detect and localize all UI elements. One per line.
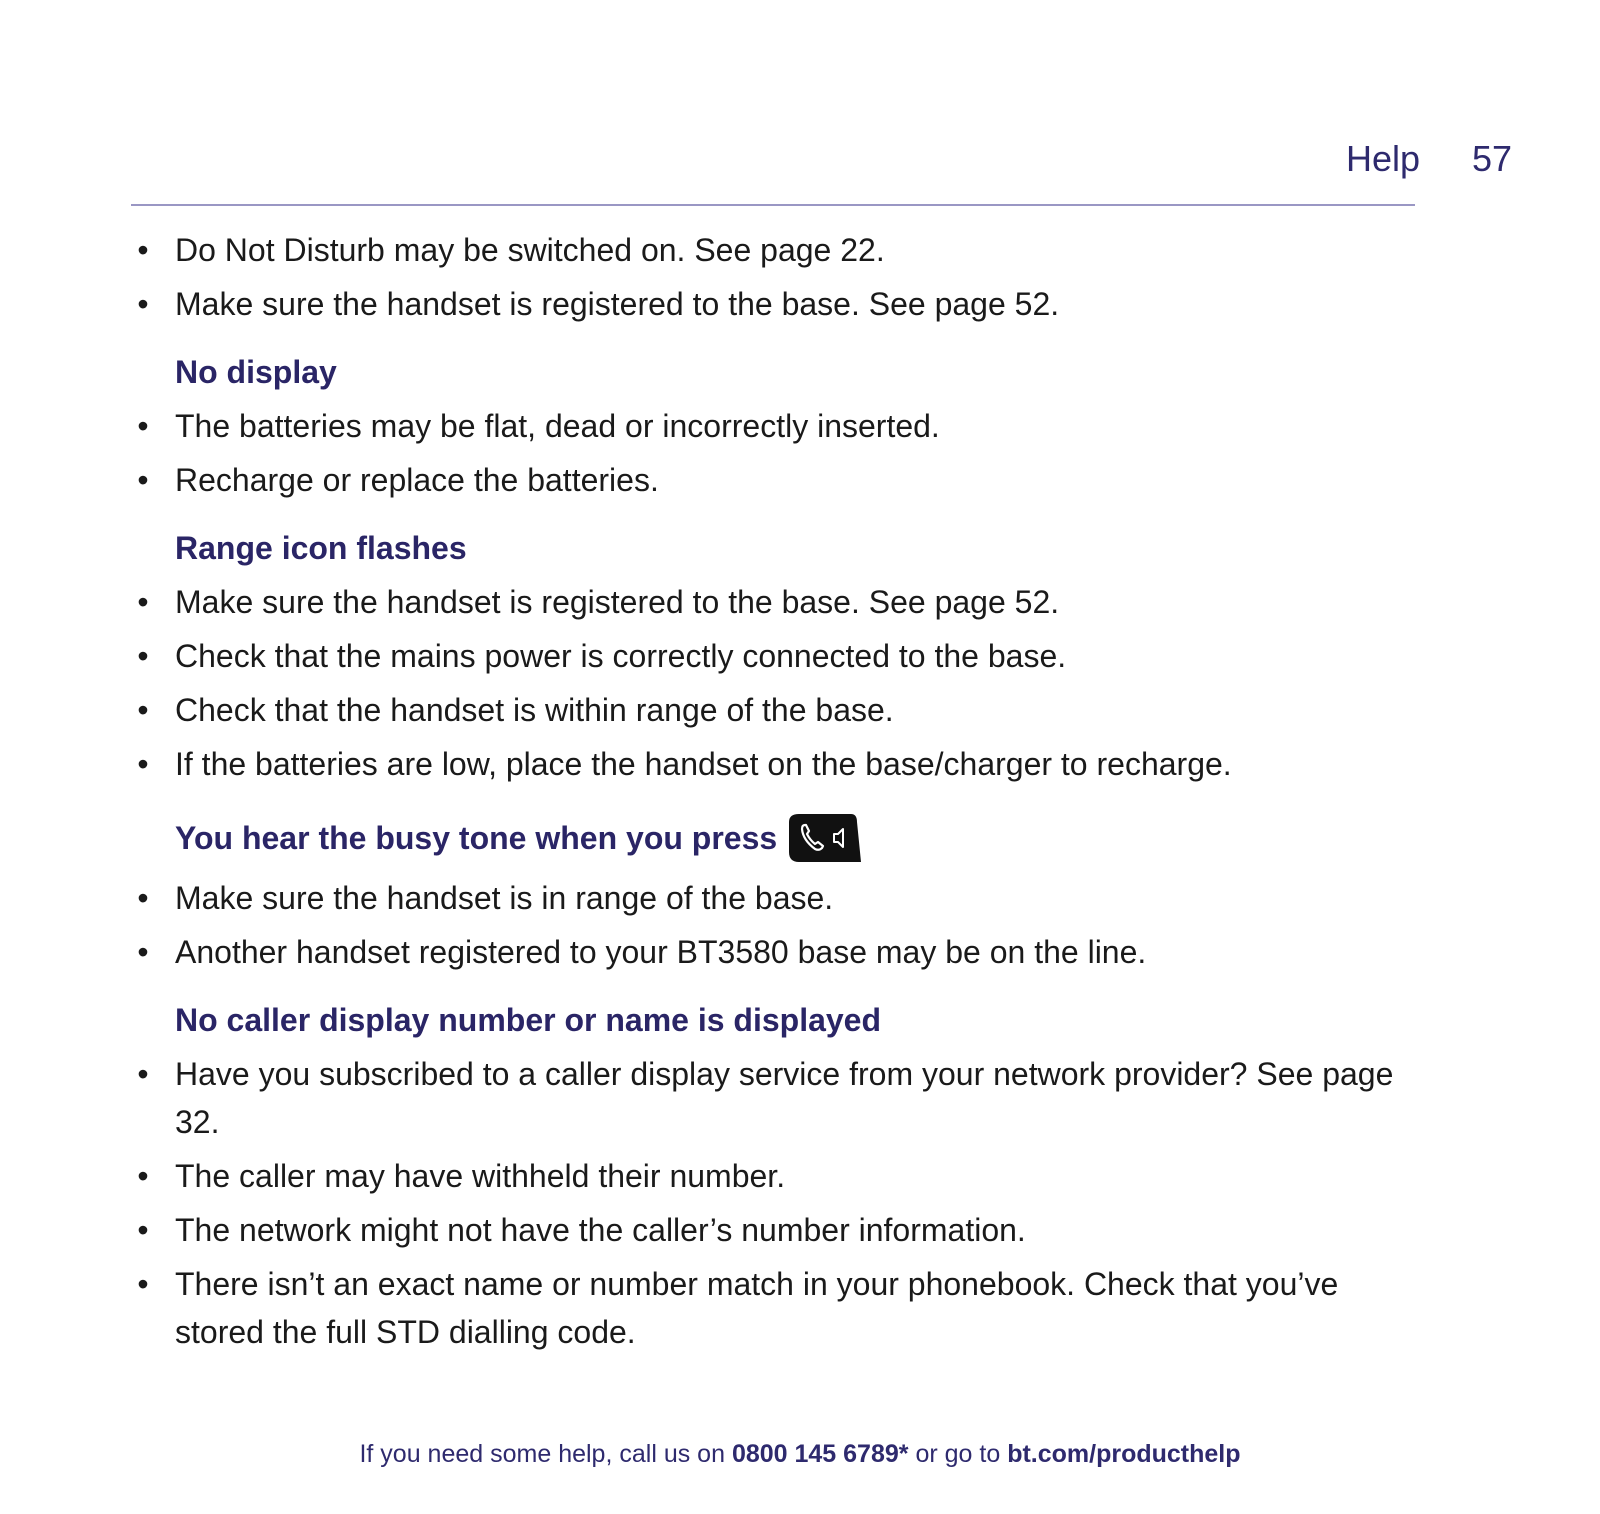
list-item: • The batteries may be flat, dead or incorrectly inserted. [131, 402, 1431, 450]
bullet-list [131, 1050, 1431, 1356]
section-busy-tone [131, 812, 1431, 976]
help-content [131, 226, 1431, 1362]
talk-speaker-key-icon [785, 812, 863, 864]
list-item: • Check that the handset is within range of the base. [131, 686, 1431, 734]
header-divider [131, 204, 1415, 206]
list-item: • Recharge or replace the batteries. [131, 456, 1431, 504]
list-item: • There isn’t an exact name or number match in your phonebook. Check that you’ve stored the full STD dialling code. [131, 1260, 1431, 1356]
bullet-list [131, 578, 1431, 788]
list-item: • Make sure the handset is in range of the base. [131, 874, 1431, 922]
page-number: 57 [1472, 138, 1513, 179]
bullet-list [131, 874, 1431, 976]
list-item: • The network might not have the caller’s number information. [131, 1206, 1431, 1254]
bullet-icon: • [137, 462, 149, 498]
footer-phone: 0800 145 6789* [731, 1440, 909, 1468]
footer-middle: or go to [915, 1440, 1001, 1468]
bullet-icon: • [137, 232, 149, 268]
list-item: • Make sure the handset is registered to the base. See page 52. [131, 578, 1431, 626]
bullet-icon: • [137, 880, 149, 916]
bullet-icon: • [137, 286, 149, 322]
bullet-icon: • [137, 934, 149, 970]
bullet-list [131, 402, 1431, 504]
intro-bullet-list [131, 226, 1431, 328]
section-range-icon [131, 528, 1431, 788]
section-heading: You hear the busy tone when you press [175, 820, 778, 856]
list-item: • The caller may have withheld their number. [131, 1152, 1431, 1200]
list-item: • Another handset registered to your BT3580 base may be on the line. [131, 928, 1431, 976]
list-item: • If the batteries are low, place the handset on the base/charger to recharge. [131, 740, 1431, 788]
bullet-icon: • [137, 408, 149, 444]
list-item: • Make sure the handset is registered to the base. See page 52. [131, 280, 1431, 328]
bullet-icon: • [137, 638, 149, 674]
section-heading: Range icon flashes [175, 530, 467, 566]
section-title: Help [1346, 138, 1421, 179]
intro-section [131, 226, 1431, 328]
bullet-icon: • [137, 692, 149, 728]
section-heading: No display [175, 354, 337, 390]
bullet-icon: • [137, 1212, 149, 1248]
bullet-icon: • [137, 1266, 149, 1302]
bullet-icon: • [137, 584, 149, 620]
section-caller-display [131, 1000, 1431, 1356]
section-no-display [131, 352, 1431, 504]
section-heading-row [175, 812, 1431, 864]
bullet-icon: • [137, 1158, 149, 1194]
list-item: • Have you subscribed to a caller display service from your network provider? See page 32. [131, 1050, 1431, 1146]
bullet-icon: • [137, 746, 149, 782]
list-item: • Check that the mains power is correctly connected to the base. [131, 632, 1431, 680]
footer-url: bt.com/producthelp [1007, 1440, 1241, 1468]
footer-prefix: If you need some help, call us on [359, 1440, 725, 1468]
section-heading: No caller display number or name is displayed [175, 1002, 882, 1038]
bullet-icon: • [137, 1056, 149, 1092]
list-item: • Do Not Disturb may be switched on. See page 22. [131, 226, 1431, 274]
page-header [0, 138, 1600, 188]
page-footer [0, 1440, 1600, 1469]
